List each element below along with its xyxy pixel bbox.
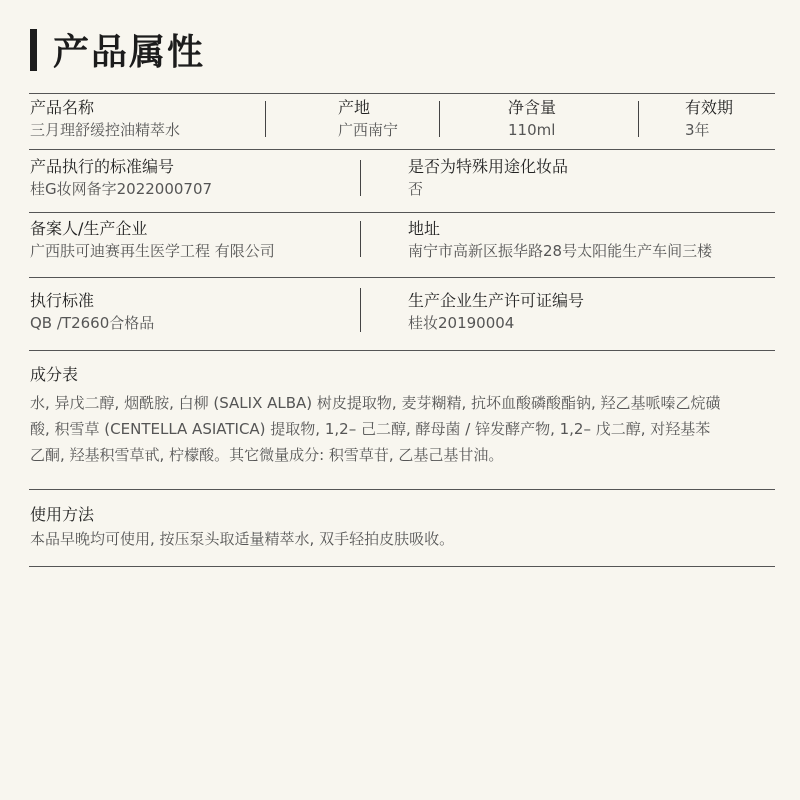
volume-label: 净含量 [508,98,557,117]
address-label: 地址 [408,219,441,238]
standard-number-value: 桂G妆网备字2022000707 [30,180,213,198]
shelf-life-label: 有效期 [685,98,734,117]
ingredients-line: 水, 异戊二醇, 烟酰胺, 白柳 (SALIX ALBA) 树皮提取物, 麦芽糊精, 抗坏血酸磷酸酯钠, 羟乙基哌嗪乙烷磺 [30,394,721,412]
special-use-cell [408,156,568,200]
ingredients-line: 酸, 积雪草 (CENTELLA ASIATICA) 提取物, 1,2– 己二醇, 酵母菌 / 锌发酵产物, 1,2– 戊二醇, 对羟基苯 [30,420,711,438]
ingredients-text [30,390,780,468]
shelf-life-value: 3年 [685,121,710,139]
divider [29,350,775,351]
special-use-value: 否 [408,180,424,198]
volume-value: 110ml [508,121,556,139]
special-use-label: 是否为特殊用途化妆品 [408,157,569,176]
license-value: 桂妆20190004 [408,314,515,332]
ingredients-line: 乙酮, 羟基积雪草甙, 柠檬酸。其它微量成分: 积雪草苷, 乙基己基甘油。 [30,446,504,464]
divider [29,93,775,94]
page-header [30,24,205,75]
standard-number-cell [30,156,212,200]
title-accent-bar [30,29,37,71]
origin-cell [338,97,398,141]
column-separator [265,101,266,137]
column-separator [360,160,361,196]
divider [29,489,775,490]
ingredients-title: 成分表 [30,365,79,384]
license-label: 生产企业生产许可证编号 [408,291,585,310]
standard-number-label: 产品执行的标准编号 [30,157,175,176]
registrant-label: 备案人/生产企业 [30,219,148,238]
exec-standard-label: 执行标准 [30,291,95,310]
column-separator [360,288,361,332]
column-separator [638,101,639,137]
exec-standard-cell [30,290,154,334]
shelf-life-cell [685,97,733,141]
volume-cell [508,97,556,141]
registrant-value: 广西肤可迪赛再生医学工程 有限公司 [30,242,275,260]
product-name-cell [30,97,180,141]
divider [29,566,775,567]
usage-text: 本品早晚均可使用, 按压泵头取适量精萃水, 双手轻拍皮肤吸收。 [30,530,455,548]
usage-title: 使用方法 [30,505,95,524]
address-cell [408,218,712,262]
divider [29,149,775,150]
address-value: 南宁市高新区振华路28号太阳能生产车间三楼 [408,242,713,260]
origin-label: 产地 [338,98,371,117]
origin-value: 广西南宁 [338,121,399,139]
divider [29,277,775,278]
product-name-value: 三月理舒缓控油精萃水 [30,121,181,139]
column-separator [360,221,361,257]
page-title: 产品属性 [53,32,206,73]
column-separator [439,101,440,137]
divider [29,212,775,213]
product-name-label: 产品名称 [30,98,95,117]
license-cell [408,290,584,334]
registrant-cell [30,218,275,262]
exec-standard-value: QB /T2660合格品 [30,314,155,332]
